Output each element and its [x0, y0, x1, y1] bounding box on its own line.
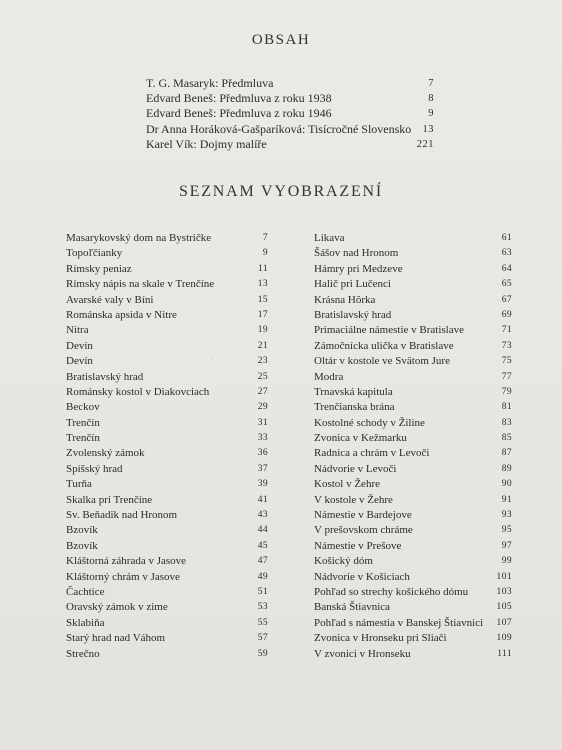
- list-item: [314, 431, 512, 446]
- item-title: Skalka pri Trenčíne: [66, 493, 153, 506]
- item-title: Zvonica v Kežmarku: [314, 432, 407, 445]
- list-item: [314, 385, 512, 400]
- item-page: 71: [501, 325, 512, 336]
- list-item: [314, 600, 512, 615]
- list-item: [314, 585, 512, 600]
- item-page: 39: [257, 479, 268, 490]
- item-title: Nádvorie v Levoči: [314, 462, 397, 475]
- contents-entry-title: Edvard Beneš: Předmluva z roku 1946: [146, 106, 332, 121]
- item-page: 103: [496, 586, 512, 597]
- list-item: [66, 493, 268, 508]
- item-page: 79: [501, 386, 512, 397]
- item-page: 95: [501, 525, 512, 536]
- item-page: 81: [501, 402, 512, 413]
- item-page: 45: [257, 540, 268, 551]
- item-page: 67: [501, 294, 512, 305]
- item-page: 99: [501, 556, 512, 567]
- contents-entry-title: Dr Anna Horáková-Gašparíková: Tisícročné Slovensko: [146, 121, 412, 136]
- item-page: 111: [497, 648, 512, 659]
- illustrations-heading: SEZNAM VYOBRAZENÍ: [178, 183, 384, 200]
- item-page: 43: [257, 510, 268, 521]
- list-item: [314, 539, 512, 554]
- item-page: 85: [501, 433, 512, 444]
- item-title: Spišský hrad: [66, 462, 123, 475]
- item-title: V kostole v Žehre: [314, 493, 393, 506]
- contents-entry: [146, 106, 434, 121]
- list-item: [314, 508, 512, 523]
- item-page: 15: [257, 294, 268, 305]
- item-page: 91: [501, 494, 512, 505]
- item-title: Kostol v Žehre: [314, 478, 380, 491]
- list-item: [66, 262, 268, 277]
- item-title: Topoľčianky: [66, 247, 123, 260]
- list-item: [66, 570, 268, 585]
- list-item: [314, 400, 512, 415]
- list-item: [66, 293, 268, 308]
- item-page: 97: [501, 540, 512, 551]
- item-title: Kláštorný chrám v Jasove: [66, 570, 180, 583]
- item-title: Námestie v Prešove: [314, 539, 402, 552]
- list-item: [66, 385, 268, 400]
- item-page: 47: [257, 556, 268, 567]
- list-item: [314, 616, 512, 631]
- list-item: [66, 539, 268, 554]
- item-title: Kostolné schody v Žiline: [314, 416, 425, 429]
- item-title: Sklabiňa: [66, 616, 105, 629]
- contents-entry-page: 7: [428, 78, 434, 89]
- list-item: [314, 523, 512, 538]
- item-title: Devín: [66, 355, 93, 368]
- list-item: [66, 323, 268, 338]
- item-page: 21: [257, 340, 268, 351]
- item-page: 75: [501, 356, 512, 367]
- list-item: [314, 277, 512, 292]
- illustrations-column-left: [66, 231, 268, 662]
- item-page: 105: [496, 602, 512, 613]
- item-title: Nádvorie v Košiciach: [314, 570, 410, 583]
- item-title: Radnica a chrám v Levoči: [314, 447, 430, 460]
- contents-entry-page: 8: [428, 93, 434, 105]
- list-item: [66, 647, 268, 662]
- contents-entry-page: 221: [416, 138, 434, 150]
- item-title: Kláštorná záhrada v Jasove: [66, 555, 187, 568]
- item-title: Bzovík: [66, 539, 98, 552]
- list-item: [66, 585, 268, 600]
- item-title: Devín: [66, 339, 93, 352]
- item-page: 41: [257, 494, 268, 505]
- paper-speck: [212, 358, 213, 359]
- item-title: Čachtice: [66, 585, 105, 598]
- item-title: Trenčín: [66, 432, 100, 445]
- item-page: 33: [257, 433, 268, 444]
- contents-entry-page: 13: [422, 123, 434, 135]
- list-item: [66, 231, 268, 246]
- item-title: Oltár v kostole ve Svätom Jure: [314, 355, 450, 368]
- item-page: 101: [496, 571, 512, 582]
- item-page: 61: [501, 233, 512, 243]
- item-page: 9: [262, 248, 268, 259]
- list-item: [314, 631, 512, 646]
- item-page: 25: [257, 371, 268, 382]
- list-item: [66, 554, 268, 569]
- list-item: [314, 231, 512, 246]
- list-item: [66, 616, 268, 631]
- list-item: [66, 277, 268, 292]
- item-title: Strečno: [66, 647, 100, 660]
- list-item: [314, 370, 512, 385]
- item-page: 29: [257, 402, 268, 413]
- item-title: Bratislavský hrad: [314, 308, 392, 321]
- item-page: 36: [257, 448, 268, 459]
- item-page: 83: [501, 417, 512, 428]
- item-title: Zámočnícka ulička v Bratislave: [314, 339, 454, 352]
- list-item: [66, 246, 268, 261]
- list-item: [66, 370, 268, 385]
- item-title: Pohľad so strechy košického dómu: [314, 585, 469, 598]
- item-page: 7: [262, 233, 268, 243]
- contents-entry-page: 9: [428, 108, 434, 120]
- list-item: [314, 323, 512, 338]
- item-title: Krásna Hôrka: [314, 293, 376, 306]
- item-page: 27: [257, 386, 268, 397]
- list-item: [66, 308, 268, 323]
- item-title: Rímsky peniaz: [66, 262, 132, 275]
- item-page: 69: [501, 309, 512, 320]
- item-title: Modra: [314, 370, 344, 383]
- list-item: [66, 523, 268, 538]
- item-page: 77: [501, 371, 512, 382]
- contents-entry: [146, 91, 434, 106]
- item-title: Starý hrad nad Váhom: [66, 632, 166, 645]
- item-title: V zvonici v Hronseku: [314, 647, 411, 660]
- item-title: Masarykovský dom na Bystričke: [66, 232, 212, 244]
- item-title: Šášov nad Hronom: [314, 247, 399, 260]
- list-item: [314, 446, 512, 461]
- list-item: [314, 462, 512, 477]
- illustrations-column-right: [314, 231, 512, 662]
- item-page: 93: [501, 510, 512, 521]
- contents-heading: OBSAH: [251, 32, 311, 48]
- item-page: 17: [257, 309, 268, 320]
- list-item: [66, 462, 268, 477]
- list-item: [314, 570, 512, 585]
- list-item: [66, 400, 268, 415]
- item-title: Primaciálne námestie v Bratislave: [314, 324, 464, 337]
- item-title: Námestie v Bardejove: [314, 509, 412, 522]
- item-title: Sv. Beňadik nad Hronom: [66, 509, 178, 522]
- item-title: Zvonica v Hronseku pri Sliači: [314, 632, 447, 645]
- item-title: Likava: [314, 232, 345, 244]
- item-page: 90: [501, 479, 512, 490]
- item-page: 44: [257, 525, 268, 536]
- contents-entry-title: Karel Vík: Dojmy malíře: [146, 136, 267, 151]
- item-title: V prešovskom chráme: [314, 524, 413, 537]
- list-item: [314, 493, 512, 508]
- contents-entry: [146, 137, 434, 152]
- item-title: Románska apsida v Nitre: [66, 308, 177, 321]
- list-item: [66, 600, 268, 615]
- contents-entry: [146, 122, 434, 137]
- item-page: 51: [257, 586, 268, 597]
- list-item: [66, 631, 268, 646]
- item-title: Rímsky nápis na skale v Trenčíne: [66, 278, 215, 291]
- item-page: 73: [501, 340, 512, 351]
- item-page: 31: [257, 417, 268, 428]
- item-title: Zvolenský zámok: [66, 447, 145, 460]
- item-title: Nitra: [66, 324, 89, 337]
- contents-entry-title: Edvard Beneš: Předmluva z roku 1938: [146, 91, 332, 106]
- item-title: Košický dóm: [314, 555, 373, 568]
- item-page: 53: [257, 602, 268, 613]
- item-title: Avarské valy v Bíni: [66, 293, 154, 306]
- item-page: 89: [501, 463, 512, 474]
- list-item: [314, 262, 512, 277]
- contents-entry: [146, 76, 434, 91]
- list-item: [66, 431, 268, 446]
- item-page: 19: [257, 325, 268, 336]
- item-page: 109: [496, 633, 512, 644]
- list-item: [66, 416, 268, 431]
- item-title: Oravský zámok v zime: [66, 601, 168, 614]
- item-title: Románsky kostol v Diakovciach: [66, 385, 210, 398]
- item-title: Bratislavský hrad: [66, 370, 144, 383]
- item-page: 55: [257, 617, 268, 628]
- list-item: [314, 308, 512, 323]
- list-item: [314, 477, 512, 492]
- item-title: Banská Štiavnica: [314, 601, 391, 614]
- list-item: [314, 246, 512, 261]
- contents-list: [146, 76, 434, 152]
- item-page: 23: [257, 356, 268, 367]
- item-page: 49: [257, 571, 268, 582]
- list-item: [314, 647, 512, 662]
- item-title: Trenčianska brána: [314, 401, 395, 414]
- item-title: Bzovík: [66, 524, 98, 537]
- item-page: 13: [257, 279, 268, 290]
- list-item: [314, 354, 512, 369]
- item-title: Hámry pri Medzeve: [314, 262, 403, 275]
- item-page: 37: [257, 463, 268, 474]
- list-item: [66, 354, 268, 369]
- item-title: Beckov: [66, 401, 100, 414]
- item-title: Trenčín: [66, 416, 100, 429]
- list-item: [314, 554, 512, 569]
- item-title: Trnavská kapitula: [314, 385, 393, 398]
- item-page: 87: [501, 448, 512, 459]
- item-page: 65: [501, 279, 512, 290]
- contents-entry-title: T. G. Masaryk: Předmluva: [146, 76, 274, 90]
- list-item: [66, 446, 268, 461]
- item-page: 64: [501, 263, 512, 274]
- item-page: 107: [496, 617, 512, 628]
- list-item: [314, 339, 512, 354]
- list-item: [66, 339, 268, 354]
- item-title: Halič pri Lučenci: [314, 278, 391, 291]
- list-item: [314, 293, 512, 308]
- list-item: [314, 416, 512, 431]
- item-page: 59: [257, 648, 268, 659]
- item-page: 63: [501, 248, 512, 259]
- list-item: [66, 477, 268, 492]
- list-item: [66, 508, 268, 523]
- item-title: Pohľad s námestia v Banskej Štiavnici: [314, 616, 484, 629]
- item-page: 57: [257, 633, 268, 644]
- item-title: Turňa: [66, 478, 92, 491]
- item-page: 11: [258, 263, 268, 274]
